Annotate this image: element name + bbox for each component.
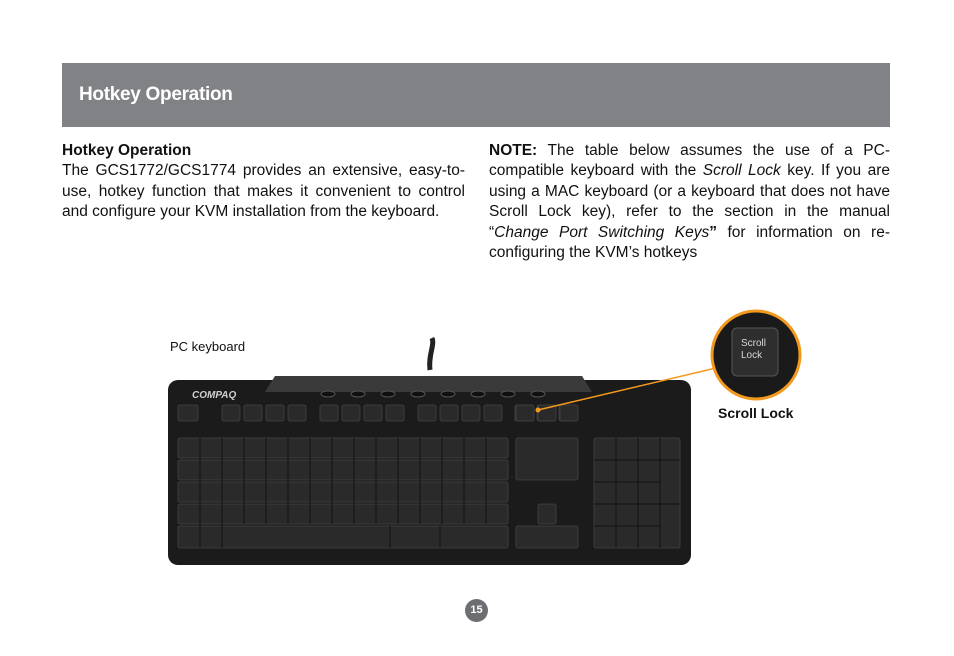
note-label: NOTE: bbox=[489, 142, 538, 159]
closing-quote: ” bbox=[709, 223, 717, 241]
section-banner bbox=[62, 63, 890, 127]
main-key-block bbox=[178, 438, 508, 548]
media-strip bbox=[265, 376, 592, 392]
zoom-key-line1: Scroll bbox=[741, 338, 767, 349]
caption-scroll-lock: Scroll Lock bbox=[718, 405, 794, 421]
banner-title: Hotkey Operation bbox=[79, 84, 233, 105]
left-body: The GCS1772/GCS1774 provides an extensive, easy-to-use, hotkey function that makes it convenient to control and configure your KVM installation from the keyboard. bbox=[62, 162, 465, 221]
change-port-term: Change Port Switching Keys bbox=[494, 223, 710, 241]
callout-dot bbox=[536, 408, 541, 413]
zoom-key-line2: Lock bbox=[741, 350, 763, 361]
left-heading: Hotkey Operation bbox=[62, 142, 192, 159]
scroll-lock-term: Scroll Lock bbox=[702, 162, 781, 180]
right-column bbox=[489, 141, 890, 263]
note-text-1: The table below assumes the use of a PC-compatible keyboard with the bbox=[489, 142, 890, 180]
left-column bbox=[62, 141, 465, 223]
brand-logo: COMPAQ bbox=[192, 390, 237, 401]
numpad bbox=[594, 438, 680, 548]
page-number: 15 bbox=[465, 599, 488, 622]
caption-pc-keyboard: PC keyboard bbox=[170, 339, 246, 354]
note-text-2: key. If you are using a MAC keyboard (or a keyboard that does not have Scroll Lock key), refer to the section in the manual “ bbox=[489, 162, 890, 241]
keyboard-cable bbox=[430, 338, 433, 370]
keyboard-figure bbox=[160, 300, 810, 580]
note-text-3: for information on re-configuring the KVM’s hotkeys bbox=[489, 223, 890, 262]
